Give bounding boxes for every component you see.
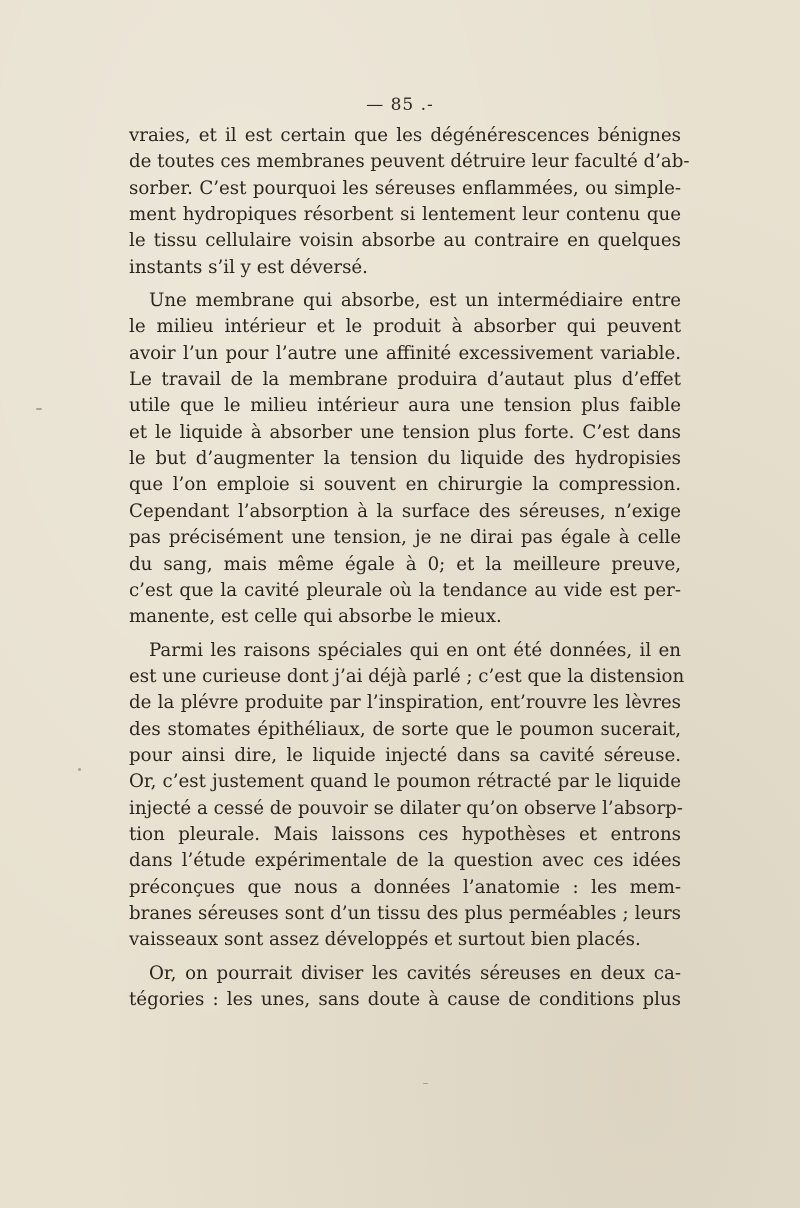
page-number: — 85 .- (366, 95, 434, 115)
text-line: des stomates épithéliaux, de sorte que le poumon sucerait, (129, 718, 681, 740)
text-line: le tissu cellulaire voisin absorbe au contraire en quelques (129, 230, 681, 252)
text-line: de toutes ces membranes peuvent détruire leur faculté d’ab- (129, 151, 690, 173)
body-text (129, 123, 690, 1013)
text-line: vraies, et il est certain que les dégénérescences bénignes (129, 125, 681, 146)
text-line: Parmi les raisons spéciales qui en ont été données, il en (149, 639, 681, 661)
paragraph-1 (129, 123, 690, 281)
text-line: dans l’étude expérimentale de la question avec ces idées (129, 850, 681, 872)
text-line: Cependant l’absorption à la surface des séreuses, n’exige (129, 500, 681, 522)
text-line: le but d’augmenter la tension du liquide des hydropisies (129, 448, 681, 470)
text-line: avoir l’un pour l’autre une affinité excessivement variable. (129, 342, 681, 364)
text-line: Or, on pourrait diviser les cavités séreuses en deux ca- (149, 962, 681, 984)
paragraph-2 (129, 288, 681, 630)
text-line: tégories : les unes, sans doute à cause de conditions plus (129, 989, 681, 1010)
text-line: Le travail de la membrane produira d’autaut plus d’effet (129, 369, 681, 391)
text-line: manente, est celle qui absorbe le mieux. (129, 606, 502, 628)
paper-speck (36, 408, 42, 410)
text-line: le milieu intérieur et le produit à absorber qui peuvent (129, 316, 681, 338)
paper-speck (423, 1083, 428, 1084)
text-line: instants s’il y est déversé. (129, 256, 368, 278)
paper-speck (78, 768, 81, 771)
text-line: ment hydropiques résorbent si lentement leur contenu que (129, 204, 681, 226)
text-line: c’est que la cavité pleurale où la tendance au vide est per- (129, 579, 681, 601)
text-line: pas précisément une tension, je ne dirai pas égale à celle (129, 527, 681, 549)
text-line: du sang, mais même égale à 0; et la meilleure preuve, (129, 553, 681, 575)
text-line: Or, c’est justement quand le poumon rétracté par le liquide (129, 771, 681, 793)
text-line: tion pleurale. Mais laissons ces hypothèses et entrons (129, 823, 681, 845)
text-line: Une membrane qui absorbe, est un intermédiaire entre (149, 290, 681, 312)
text-line: vaisseaux sont assez développés et surtout bien placés. (129, 929, 641, 951)
paragraph-3 (129, 638, 685, 954)
text-line: de la plévre produite par l’inspiration, ent’rouvre les lèvres (129, 692, 681, 714)
text-line: pour ainsi dire, le liquide injecté dans sa cavité séreuse. (129, 744, 681, 766)
text-line: utile que le milieu intérieur aura une tension plus faible (129, 395, 681, 417)
text-line: branes séreuses sont d’un tissu des plus perméables ; leurs (129, 902, 681, 924)
text-line: sorber. C’est pourquoi les séreuses enflammées, ou simple- (129, 177, 681, 199)
paragraph-4 (129, 961, 681, 1014)
text-line: préconçues que nous a données l’anatomie : les mem- (129, 876, 681, 898)
text-line: injecté a cessé de pouvoir se dilater qu’on observe l’absorp- (129, 797, 683, 819)
text-line: que l’on emploie si souvent en chirurgie la compression. (129, 474, 681, 496)
text-line: est une curieuse dont j’ai déjà parlé ; c’est que la distension (129, 665, 685, 687)
text-line: et le liquide à absorber une tension plus forte. C’est dans (129, 421, 681, 443)
